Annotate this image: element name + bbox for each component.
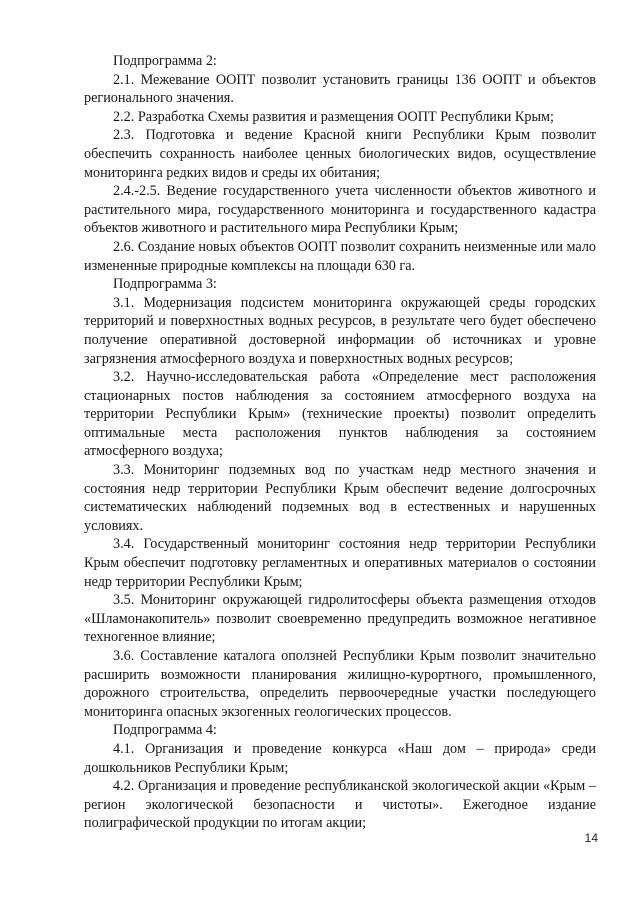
paragraph-3-4: 3.4. Государственный мониторинг состояния недр территории Республики Крым обеспечит подготовку регламентных и оперативных материалов о состоянии недр территории Республики Крым; bbox=[84, 536, 596, 590]
paragraph-3-2: 3.2. Научно-исследовательская работа «Определение мест расположения стационарных постов наблюдения за состоянием атмосферного воздуха на территории Республики Крым» (технические проекты) позволит определить оптимальные места расположения пунктов наблюдения за состоянием атмосферного воздуха; bbox=[84, 369, 596, 460]
paragraph-3-5: 3.5. Мониторинг окружающей гидролитосферы объекта размещения отходов «Шламонакопитель» позволит своевременно предупредить возможное негативное техногенное влияние; bbox=[84, 592, 596, 646]
document-body bbox=[84, 52, 596, 833]
paragraph-subprogram-3-heading: Подпрограмма 3: bbox=[113, 276, 217, 293]
page-number: 14 bbox=[584, 831, 598, 845]
paragraph-2-4-2-5: 2.4.-2.5. Ведение государственного учета численности объектов животного и растительного мира, государственного мониторинга и государственного кадастра объектов животного и растительного мира Республики Крым; bbox=[84, 183, 596, 237]
paragraph-subprogram-4-heading: Подпрограмма 4: bbox=[113, 722, 217, 739]
paragraph-2-1: 2.1. Межевание ООПТ позволит установить границы 136 ООПТ и объектов регионального значения. bbox=[84, 71, 596, 107]
paragraph-2-3: 2.3. Подготовка и ведение Красной книги Республики Крым позволит обеспечить сохранность наиболее ценных биологических видов, осуществление мониторинга редких видов и среды их обитания; bbox=[84, 127, 596, 181]
paragraph-3-3: 3.3. Мониторинг подземных вод по участкам недр местного значения и состояния недр территории Республики Крым обеспечит ведение долгосрочных систематических наблюдений подземных вод в естественных и нарушенных условиях. bbox=[84, 462, 596, 534]
paragraph-3-1: 3.1. Модернизация подсистем мониторинга окружающей среды городских территорий и поверхностных водных ресурсов, в результате чего будет обеспечено получение оперативной достоверной информации об источниках и уровне загрязнения атмосферного воздуха и поверхностных водных ресурсов; bbox=[84, 294, 596, 367]
paragraph-subprogram-2-heading: Подпрограмма 2: bbox=[113, 53, 217, 69]
paragraph-4-2: 4.2. Организация и проведение республиканской экологической акции «Крым – регион экологической безопасности и чистоты». Ежегодное издание полиграфической продукции по итогам акции; bbox=[84, 778, 596, 832]
paragraph-2-2: 2.2. Разработка Схемы развития и размещения ООПТ Республики Крым; bbox=[113, 108, 554, 125]
paragraph-4-1: 4.1. Организация и проведение конкурса «Наш дом – природа» среди дошкольников Республики Крым; bbox=[84, 740, 596, 776]
paragraph-2-6: 2.6. Создание новых объектов ООПТ позволит сохранить неизменные или мало измененные природные комплексы на площади 630 га. bbox=[84, 238, 596, 274]
paragraph-3-6: 3.6. Составление каталога оползней Республики Крым позволит значительно расширить возможности планирования жилищно-курортного, промышленного, дорожного строительства, определить первоочередные участки последующего мониторинга опасных экзогенных геологических процессов. bbox=[84, 648, 596, 720]
